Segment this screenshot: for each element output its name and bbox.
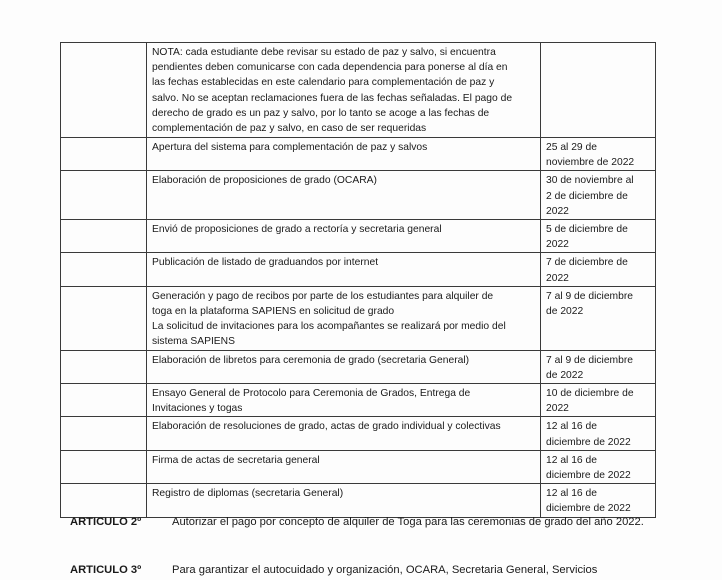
activity-cell [147,484,541,517]
article-text: Para garantizar el autocuidado y organización, OCARA, Secretaria General, Servicios [172,564,598,576]
date-line: de 2022 [546,306,584,318]
activity-line: Envió de proposiciones de grado a rectoría y secretaria general [152,224,442,236]
table-row [61,171,656,220]
note-line: salvo. No se aceptan reclamaciones fuera de las fechas señaladas. El pago de [152,92,513,104]
date-cell [541,138,656,171]
date-line: de 2022 [546,369,584,381]
empty-cell [61,484,147,517]
empty-cell [61,138,147,171]
activity-line: Apertura del sistema para complementación de paz y salvos [152,142,428,153]
empty-cell [61,171,147,220]
date-cell [541,220,656,253]
empty-cell [61,253,147,286]
activity-line: Elaboración de libretos para ceremonia de grado (secretaria General) [152,354,470,366]
note-line: derecho de grado es un paz y salvo, por lo tanto se acoge a las fechas de [152,107,490,119]
date-line: 12 al 16 de [546,454,597,466]
activity-cell [147,171,541,220]
activity-line: Registro de diplomas (secretaria General) [152,488,344,500]
activity-cell [147,350,541,383]
date-line: 2022 [546,239,569,251]
empty-cell [61,417,147,450]
date-cell [541,253,656,286]
date-cell [541,350,656,383]
activity-line: Firma de actas de secretaria general [152,454,320,466]
date-cell [541,171,656,220]
activity-cell [147,450,541,483]
article-label: ARTICULO 2º [70,516,142,528]
empty-cell [61,220,147,253]
date-cell [541,450,656,483]
empty-cell [61,384,147,417]
activity-line: Elaboración de proposiciones de grado (OCARA) [152,175,377,187]
article-text: Autorizar el pago por concepto de alquiler de Toga para las ceremonias de grado del año 2022. [172,516,644,528]
note-line: las fechas establecidas en este calendario para complementación de paz y [152,77,495,89]
date-cell [541,484,656,517]
table-row [61,384,656,417]
graduation-calendar-table [60,42,656,518]
table-row [61,286,656,350]
date-line: 25 al 29 de [546,142,597,153]
empty-cell [61,43,147,138]
note-line: complementación de paz y salvo, en caso de ser requeridas [152,123,427,135]
date-cell [541,417,656,450]
date-line: 12 al 16 de [546,488,597,500]
activity-cell [147,286,541,350]
table-row [61,484,656,517]
activity-cell [147,253,541,286]
date-line: 10 de diciembre de [546,388,634,400]
table-row [61,220,656,253]
empty-cell [61,450,147,483]
date-line: diciembre de 2022 [546,503,631,515]
activity-cell [147,417,541,450]
date-cell-empty [541,43,656,138]
activity-line: Generación y pago de recibos por parte de los estudiantes para alquiler de [152,290,494,302]
date-cell [541,384,656,417]
date-line: noviembre de 2022 [546,157,635,169]
activity-cell [147,138,541,171]
date-line: 12 al 16 de [546,421,597,433]
article-label: ARTICULO 3º [70,564,142,576]
date-line: 2022 [546,403,569,415]
date-line: 7 de diciembre de [546,257,628,269]
date-line: 2022 [546,272,569,284]
activity-line: Publicación de listado de graduandos por internet [152,257,379,269]
date-line: 7 al 9 de diciembre [546,354,634,366]
date-line: 2022 [546,205,569,217]
date-line: 7 al 9 de diciembre [546,290,634,302]
activity-line: Invitaciones y togas [152,403,243,415]
date-line: 30 de noviembre al [546,175,634,187]
note-line: NOTA: cada estudiante debe revisar su estado de paz y salvo, si encuentra [152,47,496,58]
table-row [61,450,656,483]
empty-cell [61,286,147,350]
date-line: diciembre de 2022 [546,436,631,448]
date-line: diciembre de 2022 [546,470,631,482]
activity-line: sistema SAPIENS [152,336,235,348]
note-line: pendientes deben comunicarse con cada dependencia para ponerse al día en [152,62,508,74]
activity-line: La solicitud de invitaciones para los acompañantes se realizará por medio del [152,321,506,333]
article-3 [70,562,660,580]
activity-line: Ensayo General de Protocolo para Ceremonia de Grados, Entrega de [152,388,471,400]
article-2 [70,514,660,548]
date-line: 2 de diciembre de [546,190,628,202]
activity-line: toga en la plataforma SAPIENS en solicitud de grado [152,306,395,318]
activity-cell [147,220,541,253]
table-row [61,138,656,171]
activity-line: Elaboración de resoluciones de grado, actas de grado individual y colectivas [152,421,501,433]
note-cell [147,43,541,138]
table-row [61,417,656,450]
date-line: 5 de diciembre de [546,224,628,236]
note-row [61,43,656,138]
activity-cell [147,384,541,417]
table-row [61,253,656,286]
table-row [61,350,656,383]
empty-cell [61,350,147,383]
date-cell [541,286,656,350]
